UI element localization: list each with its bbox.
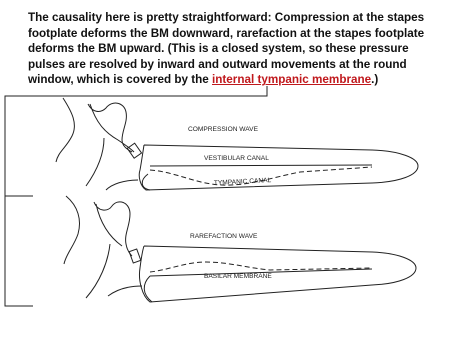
compression-wave-label: COMPRESSION WAVE [188,126,258,133]
top-ossicles-outline [56,98,134,186]
tympanic-canal-label: TYMPANIC CANAL [213,177,272,187]
basilar-membrane-label: BASILAR MEMBRANE [204,273,272,280]
bottom-ossicles-outline [64,196,132,298]
caption-text-end: .) [371,73,379,87]
rarefaction-wave-label: RAREFACTION WAVE [190,233,258,240]
internal-tympanic-membrane-link[interactable]: internal tympanic membrane [212,73,372,87]
top-cochlea-outline [139,145,418,190]
top-partition-line [150,165,372,166]
bottom-round-window [144,276,152,302]
caption-text: The causality here is pretty straightforward: Compression at the stapes footplate deforms the BM downward, rarefaction at the stapes footplate deforms the BM upward. (This is a closed system, so these pressure pulses are resolved by inward and outward movements at the round window, which is covered by the [28,11,425,87]
top-cochlea-panel [56,98,418,190]
bottom-stapes-footplate [129,249,141,263]
top-stapes-footplate [127,143,141,158]
bottom-cochlea-outline [139,246,416,302]
bottom-cochlea-panel [64,196,416,302]
bottom-bone-outline [108,286,142,296]
top-bone-outline [106,180,138,190]
vestibular-canal-label: VESTIBULAR CANAL [204,155,269,162]
